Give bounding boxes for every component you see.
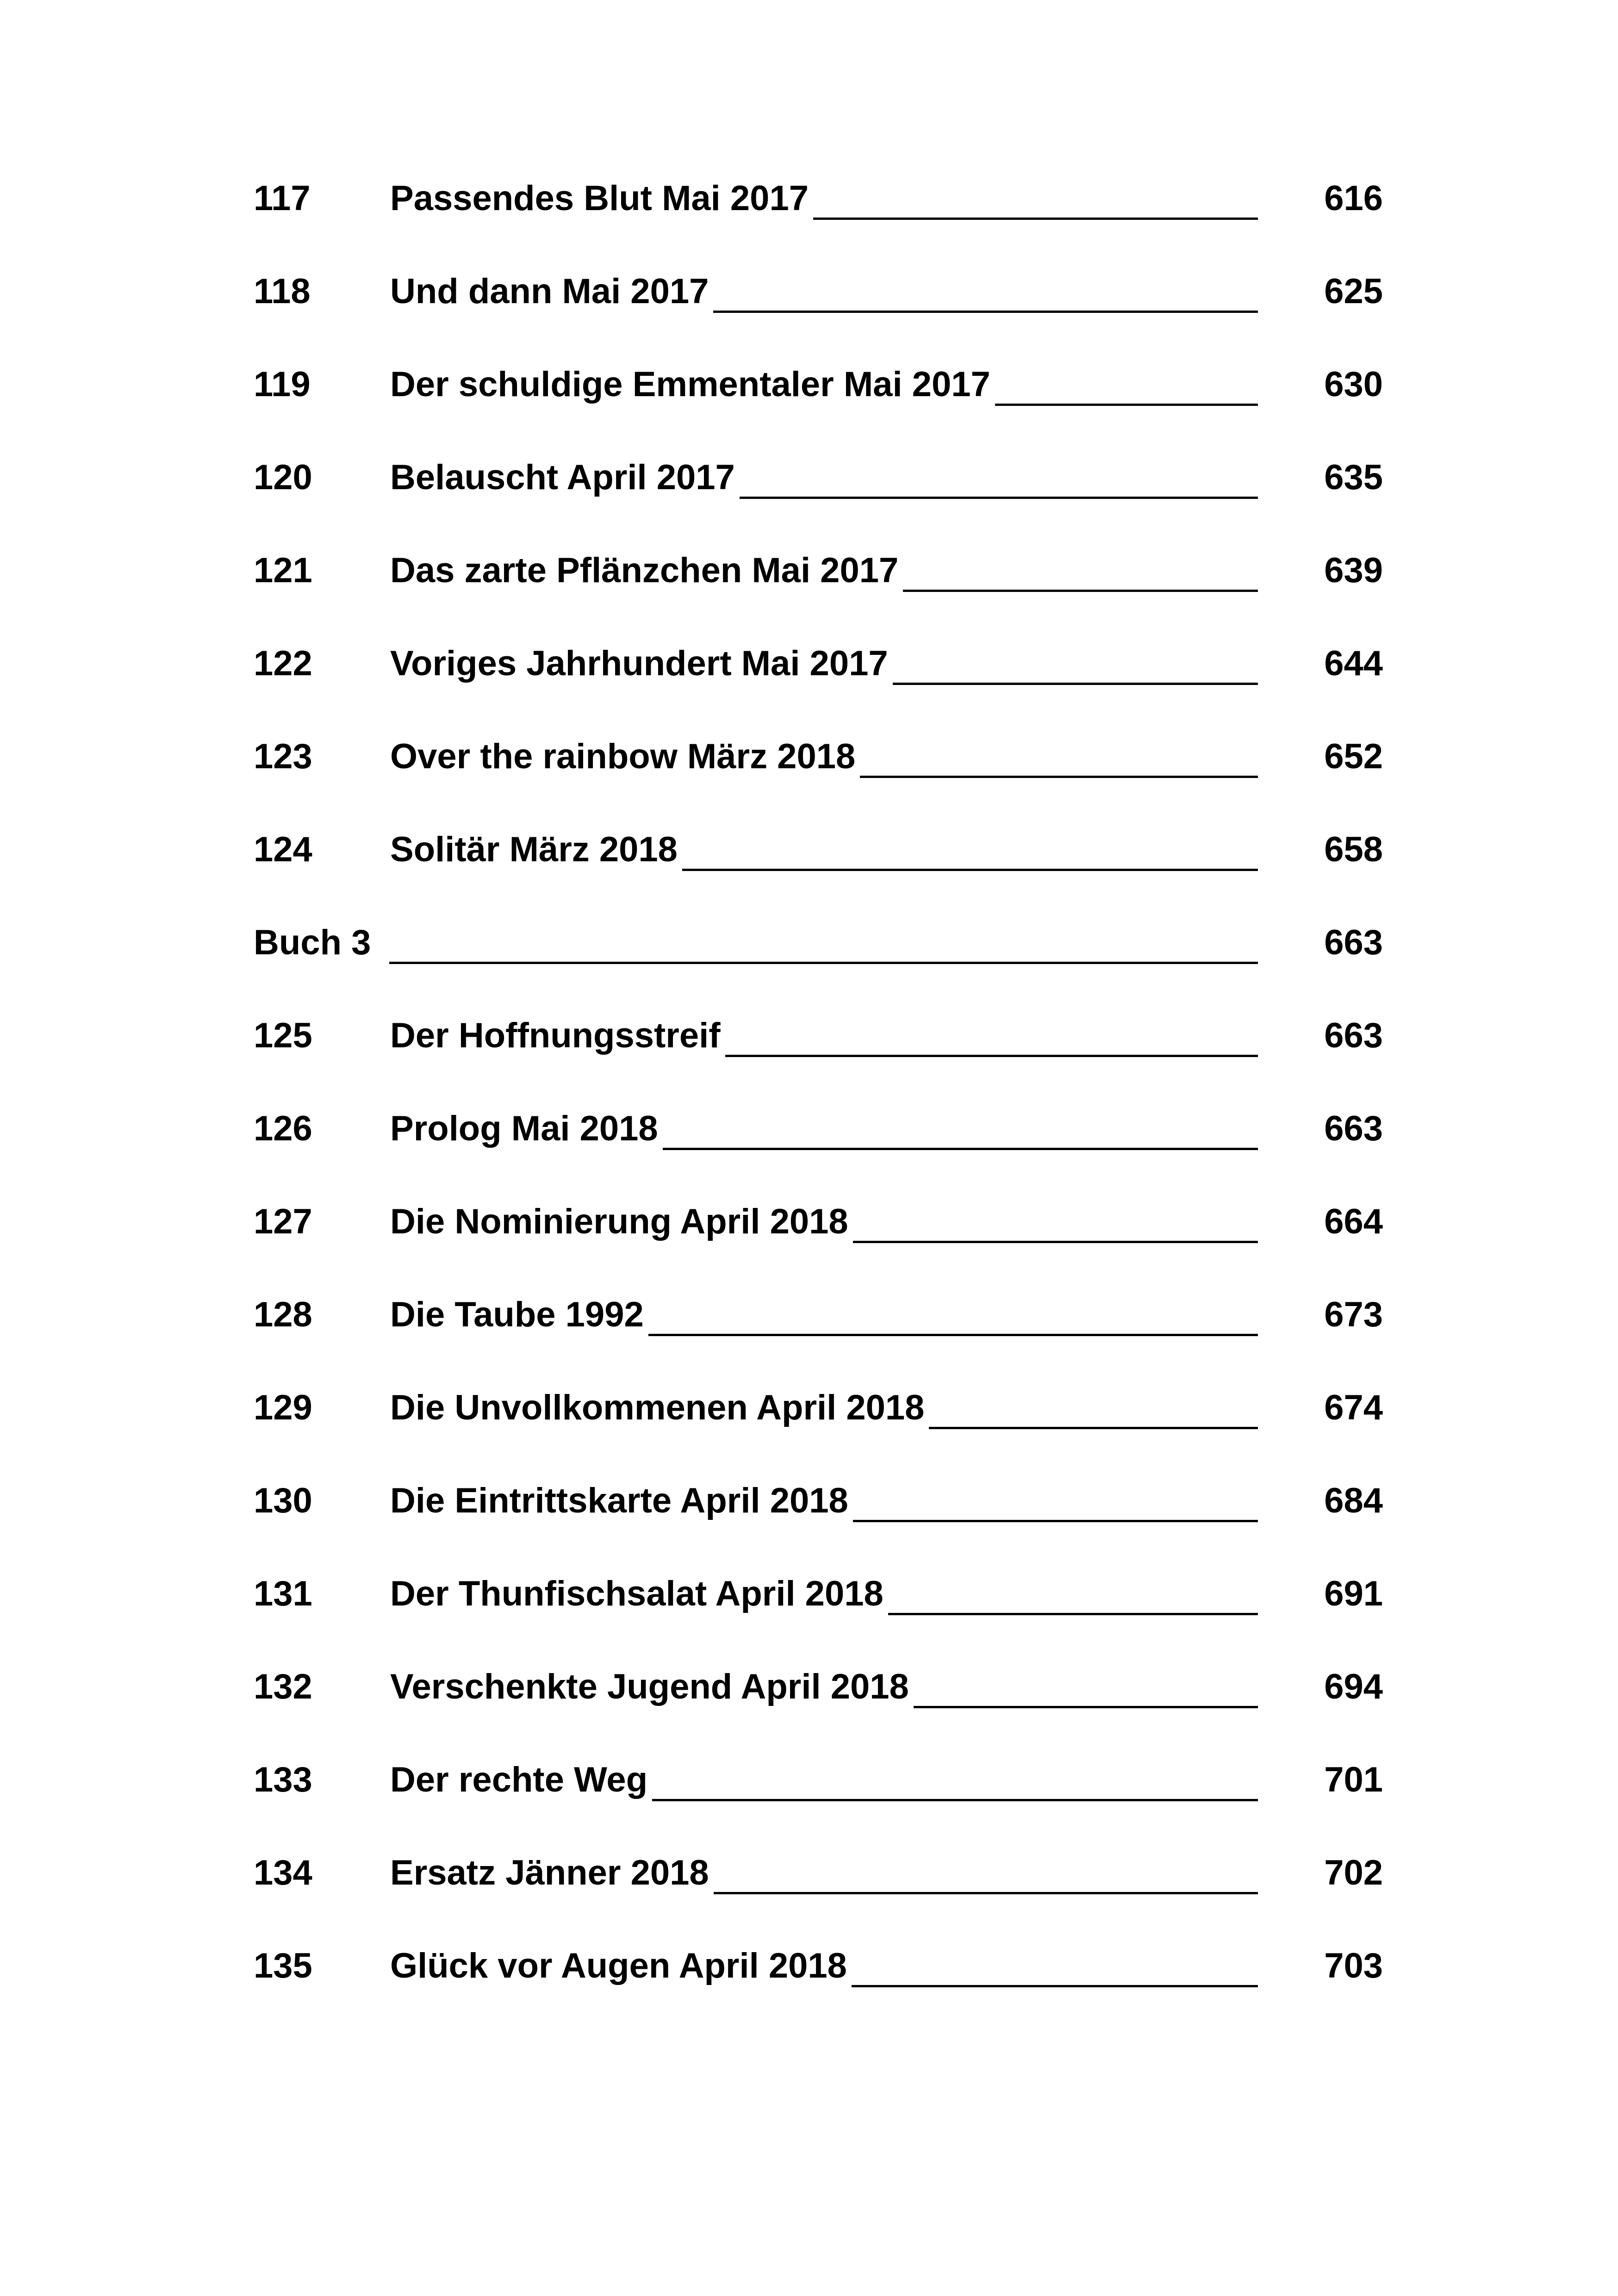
book-title: Buch 3	[254, 917, 389, 968]
toc-entry	[254, 1196, 1383, 1247]
chapter-title: Glück vor Augen April 2018	[390, 1941, 852, 1991]
toc-entry	[254, 1289, 1383, 1340]
toc-entry	[254, 266, 1383, 317]
toc-entry	[254, 824, 1383, 875]
chapter-title: Solitär März 2018	[390, 824, 682, 875]
toc-entry	[254, 545, 1383, 596]
page-number: 702	[1324, 1853, 1383, 1892]
chapter-number: 128	[254, 1295, 312, 1334]
chapter-title: Ersatz Jänner 2018	[390, 1848, 714, 1898]
chapter-number: 118	[254, 272, 311, 311]
toc-entry	[254, 1382, 1383, 1433]
chapter-number: 129	[254, 1388, 312, 1427]
chapter-number: 134	[254, 1853, 312, 1892]
page-number: 644	[1324, 644, 1383, 683]
page-number: 674	[1324, 1388, 1383, 1427]
chapter-number: 124	[254, 830, 312, 869]
toc-entry	[254, 359, 1383, 410]
chapter-title: Verschenkte Jugend April 2018	[390, 1661, 914, 1712]
chapter-title: Die Nominierung April 2018	[390, 1196, 853, 1247]
toc-entry	[254, 173, 1383, 224]
page-number: 616	[1324, 179, 1383, 218]
chapter-title: Der rechte Weg	[390, 1755, 652, 1805]
page-number: 703	[1324, 1946, 1383, 1985]
chapter-title: Die Taube 1992	[390, 1289, 648, 1340]
toc-entry	[254, 1941, 1383, 1991]
chapter-number: 117	[254, 179, 311, 218]
toc-entry	[254, 1848, 1383, 1898]
toc-entry	[254, 1010, 1383, 1061]
toc-entry	[254, 638, 1383, 689]
chapter-number: 125	[254, 1016, 312, 1055]
page-number: 691	[1324, 1574, 1383, 1613]
page-number: 635	[1324, 458, 1383, 497]
chapter-title: Der Hoffnungsstreif	[390, 1010, 725, 1061]
page-number: 658	[1324, 830, 1383, 869]
chapter-title: Prolog Mai 2018	[390, 1103, 663, 1154]
chapter-number: 133	[254, 1760, 312, 1799]
chapter-number: 127	[254, 1202, 312, 1241]
page-number: 701	[1324, 1760, 1383, 1799]
chapter-title: Und dann Mai 2017	[390, 266, 713, 317]
chapter-title: Passendes Blut Mai 2017	[390, 173, 813, 224]
chapter-title: Die Eintrittskarte April 2018	[390, 1475, 853, 1526]
toc-entry	[254, 452, 1383, 503]
chapter-title: Die Unvollkommenen April 2018	[390, 1382, 929, 1433]
page-number: 663	[1324, 923, 1383, 962]
page-number: 639	[1324, 551, 1383, 590]
page-number: 684	[1324, 1481, 1383, 1520]
chapter-number: 122	[254, 644, 312, 683]
leader-line	[254, 962, 1258, 964]
chapter-number: 126	[254, 1109, 312, 1148]
toc-entry	[254, 1661, 1383, 1712]
chapter-number: 123	[254, 737, 312, 776]
chapter-number: 135	[254, 1946, 312, 1985]
page-number: 664	[1324, 1202, 1383, 1241]
chapter-title: Der schuldige Emmentaler Mai 2017	[390, 359, 995, 410]
page-number: 652	[1324, 737, 1383, 776]
chapter-title: Voriges Jahrhundert Mai 2017	[390, 638, 893, 689]
page-number: 663	[1324, 1109, 1383, 1148]
page-number: 630	[1324, 365, 1383, 404]
chapter-number: 121	[254, 551, 312, 590]
chapter-number: 131	[254, 1574, 312, 1613]
toc-entry	[254, 1755, 1383, 1805]
page-number: 673	[1324, 1295, 1383, 1334]
chapter-title: Der Thunfischsalat April 2018	[390, 1568, 888, 1619]
toc-entry	[254, 1475, 1383, 1526]
toc-entry	[254, 1103, 1383, 1154]
toc-entry	[254, 1568, 1383, 1619]
page-number: 694	[1324, 1667, 1383, 1706]
chapter-number: 120	[254, 458, 312, 497]
toc-book-heading	[254, 917, 1383, 968]
chapter-number: 130	[254, 1481, 312, 1520]
chapter-number: 132	[254, 1667, 312, 1706]
chapter-title: Over the rainbow März 2018	[390, 731, 860, 782]
chapter-title: Belauscht April 2017	[390, 452, 740, 503]
page-number: 663	[1324, 1016, 1383, 1055]
toc-entry	[254, 731, 1383, 782]
chapter-title: Das zarte Pflänzchen Mai 2017	[390, 545, 903, 596]
page-number: 625	[1324, 272, 1383, 311]
chapter-number: 119	[254, 365, 311, 404]
